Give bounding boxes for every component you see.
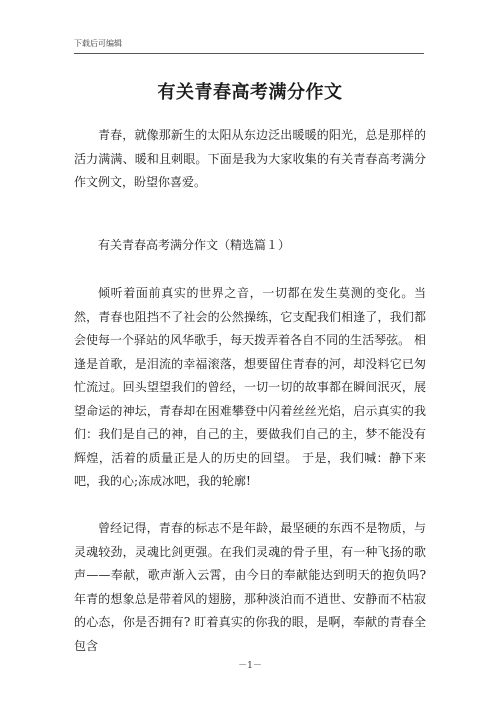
page-number: －1－ xyxy=(238,661,262,671)
intro-paragraph: 青春，就像那新生的太阳从东边泛出暖暖的阳光，总是那样的活力满满、暖和且刺眼。下面是我为大家收集的有关青春高考满分作文例文，盼望你喜爱。 xyxy=(74,128,426,189)
section-heading: 有关青春高考满分作文（精选篇１） xyxy=(98,238,291,252)
document-title: 有关青春高考满分作文 xyxy=(157,82,343,103)
header-note: 下载后可编辑 xyxy=(74,39,122,48)
body-paragraph: 倾听着面前真实的世界之音，一切都在发生莫测的变化。当然，青春也阻挡不了社会的公然操练，它支配我们相逢了，我们都会使每一个驿站的风华歌手，每天拨弄着各自不同的生活琴弦。 相逢是首歌，是泪流的幸福滚落，想要留住青春的河，却没料它已匆忙流过。回头望望我们的曾经，一切一切的故事都在瞬间泯灭，展望命运的神坛，青春却在困难攀登中闪着丝丝光焰，启示真实的我们：我们是自己的神，自己的主，要做我们自己的主，梦不能没有辉煌，活着的质量正是人的历史的回望。 于是，我们喊：静下来吧，我的心;冻成冰吧，我的轮廓! xyxy=(74,286,426,488)
header-divider xyxy=(74,53,424,54)
body-paragraph: 曾经记得，青春的标志不是年龄，最坚硬的东西不是物质，与灵魂较劲，灵魂比剑更强。在我们灵魂的骨子里，有一种飞扬的歌声——奉献，歌声渐入云霄，由今日的奉献能达到明天的抱负吗?年青的想象总是带着风的翅膀，那种淡泊而不逍世、安静而不枯寂的心态，你是否拥有? 盯着真实的你我的眼，是啊，奉献的青春全包含 xyxy=(74,521,426,653)
